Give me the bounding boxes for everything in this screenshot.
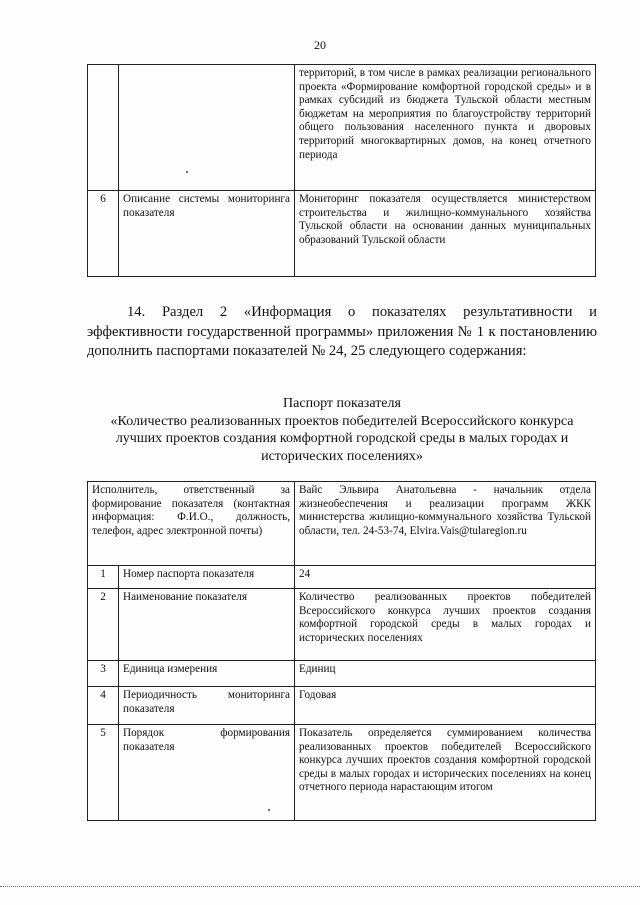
row-number: 1 bbox=[88, 566, 119, 589]
section-paragraph: 14. Раздел 2 «Информация о показателях результативности и эффективности государственной программы» приложения № 1 к постановлению дополнить паспортами показателей № 24, 25 следующего содержания: bbox=[87, 304, 597, 359]
passport-heading: Паспорт показателя bbox=[283, 396, 401, 411]
table-row bbox=[88, 725, 596, 821]
row-value: Мониторинг показателя осуществляется министерством строительства и жилищно-коммунального хозяйства Тульской области на основании данных муниципальных образований Тульской области bbox=[295, 191, 596, 277]
row-value: Единиц bbox=[295, 661, 596, 687]
row-value: Количество реализованных проектов победителей Всероссийского конкурса лучших проектов создания комфортной городской среды в малых городах и исторических поселениях bbox=[295, 589, 596, 661]
table-row bbox=[88, 661, 596, 687]
scan-edge-dots bbox=[0, 886, 640, 889]
executor-label: Исполнитель, ответственный за формирование показателя (контактная информация: Ф.И.О., должность, телефон, адрес электронной почты) bbox=[88, 482, 295, 566]
table-row bbox=[88, 65, 596, 191]
row-label: Единица измерения bbox=[119, 661, 295, 687]
row-number: 6 bbox=[88, 191, 119, 277]
table-row bbox=[88, 482, 596, 566]
table-row bbox=[88, 191, 596, 277]
top-table bbox=[87, 64, 596, 277]
table-row bbox=[88, 687, 596, 725]
row-value: Показатель определяется суммированием количества реализованных проектов победителей Всероссийского конкурса лучших проектов создания комфортной городской среды в малых городах и исторических поселениях на конец отчетного периода нарастающим итогом bbox=[295, 725, 596, 821]
passport-subtitle: «Количество реализованных проектов победителей Всероссийского конкурса лучших проектов создания комфортной городской среды в малых городах и исторических поселениях» bbox=[110, 413, 574, 464]
executor-value: Вайс Эльвира Анатольевна - начальник отдела жизнеобеспечения и реализации программ ЖКК министерства жилищно-коммунального хозяйства Тульской области, тел. 24-53-74, Elvira.Vais@tularegion.ru bbox=[295, 482, 596, 566]
row-value: Годовая bbox=[295, 687, 596, 725]
scan-speck bbox=[268, 809, 270, 811]
passport-title-block bbox=[87, 395, 597, 465]
row-value: 24 bbox=[295, 566, 596, 589]
row-label: Периодичность мониторинга показателя bbox=[119, 687, 295, 725]
table-cell-empty bbox=[119, 65, 295, 191]
scan-speck bbox=[186, 171, 188, 173]
page-number: 20 bbox=[314, 38, 326, 52]
continuation-text: территорий, в том числе в рамках реализации регионального проекта «Формирование комфортной городской среды» и в рамках субсидий из бюджета Тульской области местным бюджетам на мероприятия по благоустройству территорий общего пользования населенного пункта и дворовых территорий многоквартирных домов, на конец отчетного периода bbox=[295, 65, 596, 191]
row-number: 2 bbox=[88, 589, 119, 661]
row-label: Описание системы мониторинга показателя bbox=[119, 191, 295, 277]
table-row bbox=[88, 566, 596, 589]
row-label: Номер паспорта показателя bbox=[119, 566, 295, 589]
row-number: 4 bbox=[88, 687, 119, 725]
table-row bbox=[88, 589, 596, 661]
table-cell-empty bbox=[88, 65, 119, 191]
passport-table bbox=[87, 481, 596, 821]
row-label: Порядок формирования показателя bbox=[119, 725, 295, 821]
row-label: Наименование показателя bbox=[119, 589, 295, 661]
row-number: 3 bbox=[88, 661, 119, 687]
row-number: 5 bbox=[88, 725, 119, 821]
